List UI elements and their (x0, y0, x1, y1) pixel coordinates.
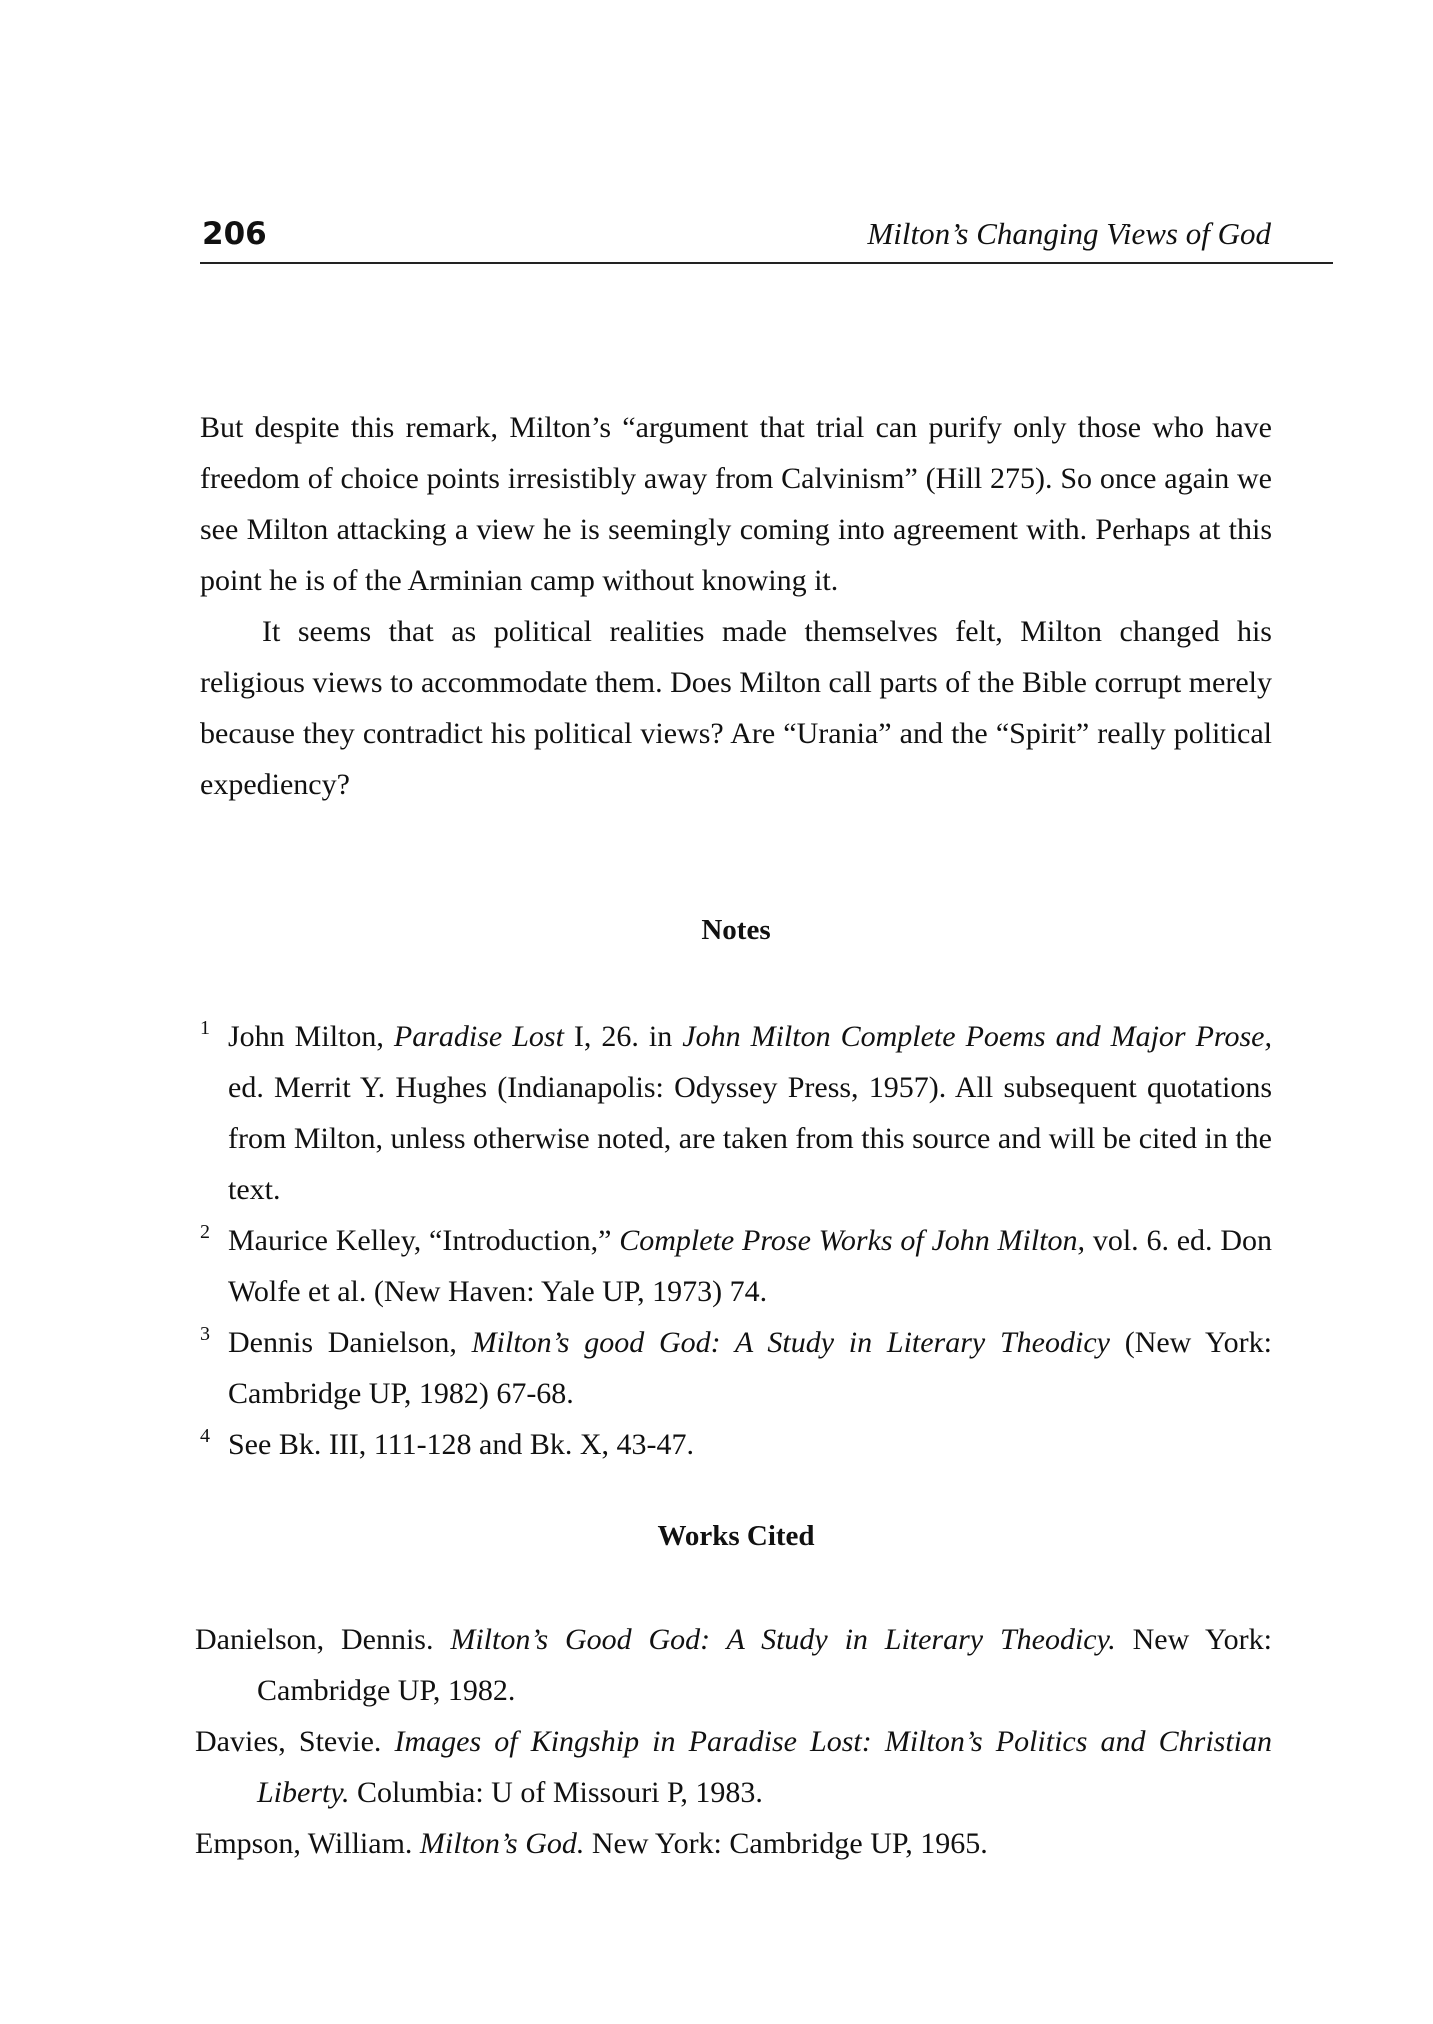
body-paragraph: It seems that as political realities made themselves felt, Milton changed his religious views to accommodate them. Does Milton call parts of the Bible corrupt merely because they contradict his political views? Are “Urania” and the “Spirit” really political expediency? (200, 615, 1272, 801)
note-title: Paradise Lost (393, 1020, 564, 1053)
entry-publication: Columbia: U of Missouri P, 1983. (349, 1776, 763, 1809)
page-number: 206 (202, 216, 267, 252)
note-text: ed. Merrit Y. Hughes (Indianapolis: Odyssey Press, 1957). All subsequent quotations from Milton, unless otherwise noted, are taken from this source and will be cited in the text. (228, 1071, 1272, 1206)
works-cited-entry (195, 1716, 1272, 1818)
note-item (200, 1419, 1272, 1470)
entry-author: Davies, Stevie. (195, 1725, 395, 1758)
entry-publication: New York: Cambridge UP, 1982. (257, 1623, 1272, 1707)
body-paragraph: But despite this remark, Milton’s “argument that trial can purify only those who have freedom of choice points irresistibly away from Calvinism” (Hill 275). So once again we see Milton attacking a view he is seemingly coming into agreement with. Perhaps at this point he is of the Arminian camp without knowing it. (200, 411, 1272, 597)
works-cited-heading: Works Cited (657, 1520, 815, 1552)
note-text: I, 26. in (563, 1020, 683, 1053)
running-title: Milton’s Changing Views of God (867, 216, 1271, 251)
note-item (200, 1215, 1272, 1317)
works-cited-entry (195, 1614, 1272, 1716)
note-text: Maurice Kelley, “Introduction,” (228, 1224, 620, 1257)
note-text: (New York: Cambridge UP, 1982) 67-68. (228, 1326, 1272, 1410)
note-text: John Milton, (228, 1020, 394, 1053)
note-number: 4 (200, 1425, 210, 1447)
notes-list (200, 1011, 1272, 1470)
works-cited-entry (195, 1818, 1272, 1869)
entry-publication: New York: Cambridge UP, 1965. (584, 1827, 988, 1860)
works-cited-list (195, 1614, 1272, 1869)
note-title: John Milton Complete Poems and Major Prose, (682, 1020, 1272, 1053)
note-title: Milton’s good God: A Study in Literary Theodicy (471, 1326, 1110, 1359)
notes-heading: Notes (701, 914, 771, 946)
entry-author: Empson, William. (195, 1827, 420, 1860)
note-text: See Bk. III, 111-128 and Bk. X, 43-47. (228, 1428, 695, 1461)
body-text (200, 402, 1272, 810)
note-text: Dennis Danielson, (228, 1326, 472, 1359)
note-number: 1 (200, 1017, 210, 1039)
note-item (200, 1317, 1272, 1419)
entry-author: Danielson, Dennis. (195, 1623, 451, 1656)
entry-title: Images of Kingship in Paradise Lost: Milton’s Politics and Christian Liberty. (257, 1725, 1272, 1809)
note-number: 3 (200, 1323, 210, 1345)
entry-title: Milton’s God. (419, 1827, 585, 1860)
note-text: vol. 6. ed. Don Wolfe et al. (New Haven: Yale UP, 1973) 74. (228, 1224, 1272, 1308)
entry-title: Milton’s Good God: A Study in Literary Theodicy. (450, 1623, 1116, 1656)
running-head (200, 214, 1333, 264)
note-title: Complete Prose Works of John Milton, (619, 1224, 1086, 1257)
note-item (200, 1011, 1272, 1215)
note-number: 2 (200, 1221, 210, 1243)
